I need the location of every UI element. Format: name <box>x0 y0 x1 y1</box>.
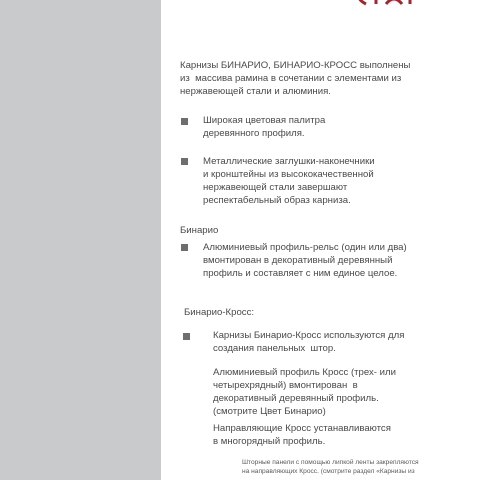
bullet-square-icon <box>181 158 188 165</box>
intro-line-1: Карнизы БИНАРИО, БИНАРИО-КРОСС выполнены <box>180 60 411 71</box>
logo-fragment <box>352 0 472 8</box>
cross-para2-line-1: Направляющие Кросс устанавливаются <box>213 423 391 434</box>
binario-line-1: Алюминиевый профиль-рельс (один или два) <box>203 242 407 253</box>
binario-cross-heading: Бинарио-Кросс: <box>184 307 255 318</box>
cross-para1-line-4: (смотрите Цвет Бинарио) <box>213 406 326 417</box>
bullet-square-icon <box>183 333 190 340</box>
cross-line-2: создания панельных штор. <box>213 343 336 354</box>
binario-line-2: вмонтирован в декоративный деревянный <box>203 255 393 266</box>
bullet2-line-1: Металлические заглушки-наконечники <box>203 156 375 167</box>
bullet-square-icon <box>181 118 188 125</box>
intro-line-2: из массива рамина в сочетании с элементами из <box>180 73 402 84</box>
footnote-line-1: Шторные панели с помощью липкой ленты закрепляются <box>242 459 419 466</box>
bullet-square-icon <box>181 244 188 251</box>
bullet1-line-2: деревянного профиля. <box>203 128 305 139</box>
intro-line-3: нержавеющей стали и алюминия. <box>180 86 331 97</box>
cross-para1-line-2: четырехрядный) вмонтирован в <box>213 380 358 391</box>
binario-line-3: профиль и составляет с ним единое целое. <box>203 268 398 279</box>
cross-para1-line-1: Алюминиевый профиль Кросс (трех- или <box>213 367 396 378</box>
bullet2-line-2: и кронштейны из высококачественной <box>203 169 374 180</box>
footnote-line-2: на направляющих Кросс. (смотрите раздел «Карнизы из <box>242 468 415 475</box>
binario-heading: Бинарио <box>180 225 219 236</box>
bullet1-line-1: Широкая цветовая палитра <box>203 115 326 126</box>
bullet2-line-3: нержавеющей стали завершают <box>203 182 348 193</box>
bullet2-line-4: респектабельный образ карниза. <box>203 195 351 206</box>
cross-line-1: Карнизы Бинарио-Кросс используются для <box>213 330 405 341</box>
cross-para2-line-2: в многорядный профиль. <box>213 436 326 447</box>
left-gray-panel <box>0 0 161 480</box>
cross-para1-line-3: декоративный деревянный профиль. <box>213 393 379 404</box>
